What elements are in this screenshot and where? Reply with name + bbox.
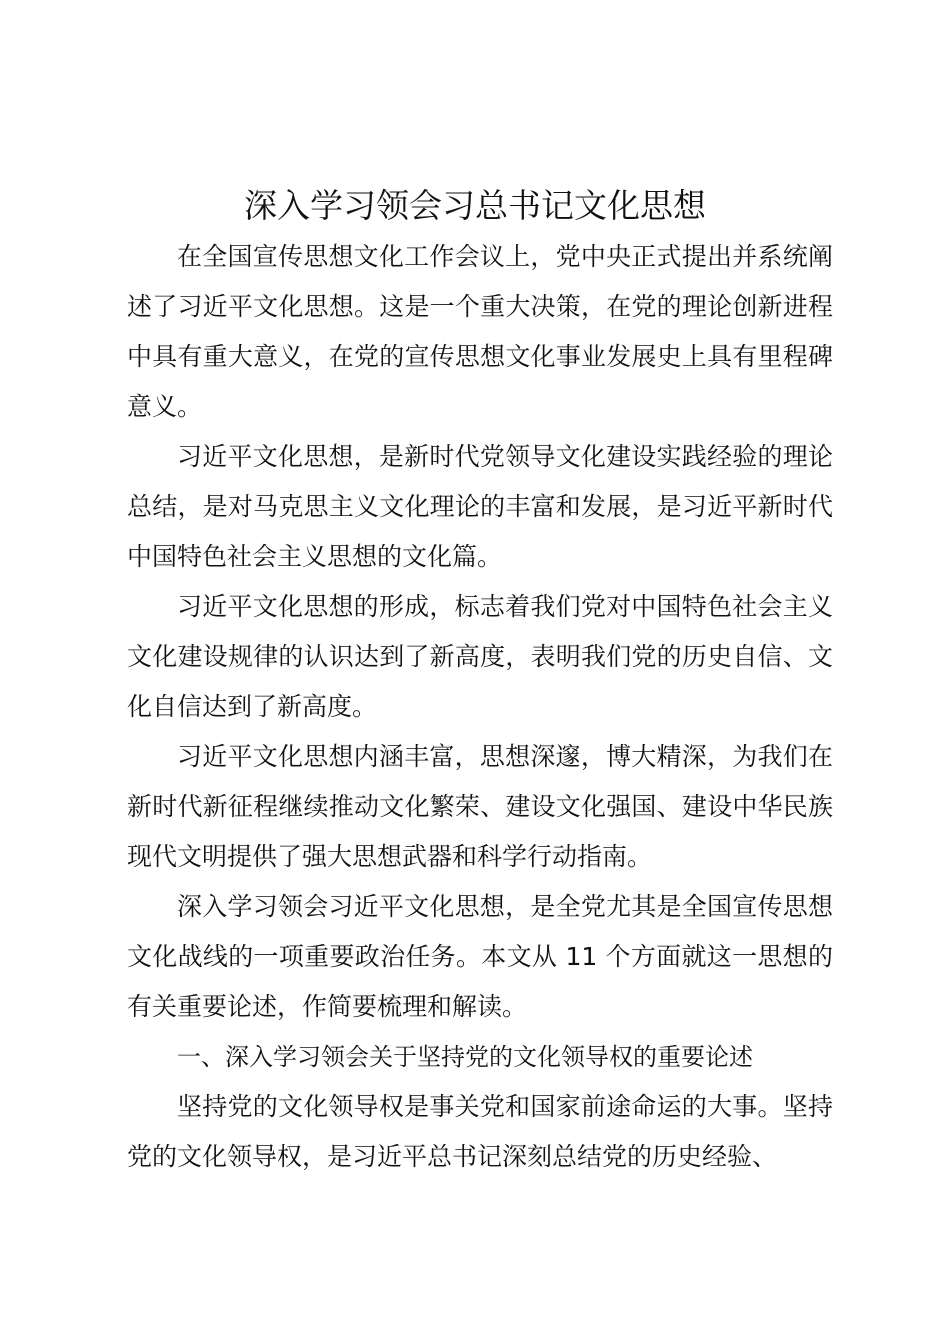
document-title: 深入学习领会习总书记文化思想: [244, 186, 706, 225]
paragraph-4: 习近平文化思想内涵丰富，思想深邃，博大精深，为我们在新时代新征程继续推动文化繁荣、建设文化强国、建设中华民族现代文明提供了强大思想武器和科学行动指南。: [127, 742, 833, 871]
paragraph-5: 深入学习领会习近平文化思想，是全党尤其是全国宣传思想文化战线的一项重要政治任务。本文从 11 个方面就这一思想的有关重要论述，作简要梳理和解读。: [127, 892, 833, 1021]
section-paragraph: 坚持党的文化领导权是事关党和国家前途命运的大事。坚持党的文化领导权，是习近平总书记深刻总结党的历史经验、: [127, 1092, 833, 1171]
paragraph-2: 习近平文化思想，是新时代党领导文化建设实践经验的理论总结，是对马克思主义文化理论的丰富和发展，是习近平新时代中国特色社会主义思想的文化篇。: [127, 442, 833, 571]
section-heading: 一、深入学习领会关于坚持党的文化领导权的重要论述: [177, 1043, 753, 1071]
document-body: [127, 232, 833, 1182]
paragraph-3: 习近平文化思想的形成，标志着我们党对中国特色社会主义文化建设规律的认识达到了新高度，表明我们党的历史自信、文化自信达到了新高度。: [127, 592, 833, 721]
paragraph-1: 在全国宣传思想文化工作会议上，党中央正式提出并系统阐述了习近平文化思想。这是一个重大决策，在党的理论创新进程中具有重大意义，在党的宣传思想文化事业发展史上具有里程碑意义。: [127, 242, 833, 421]
